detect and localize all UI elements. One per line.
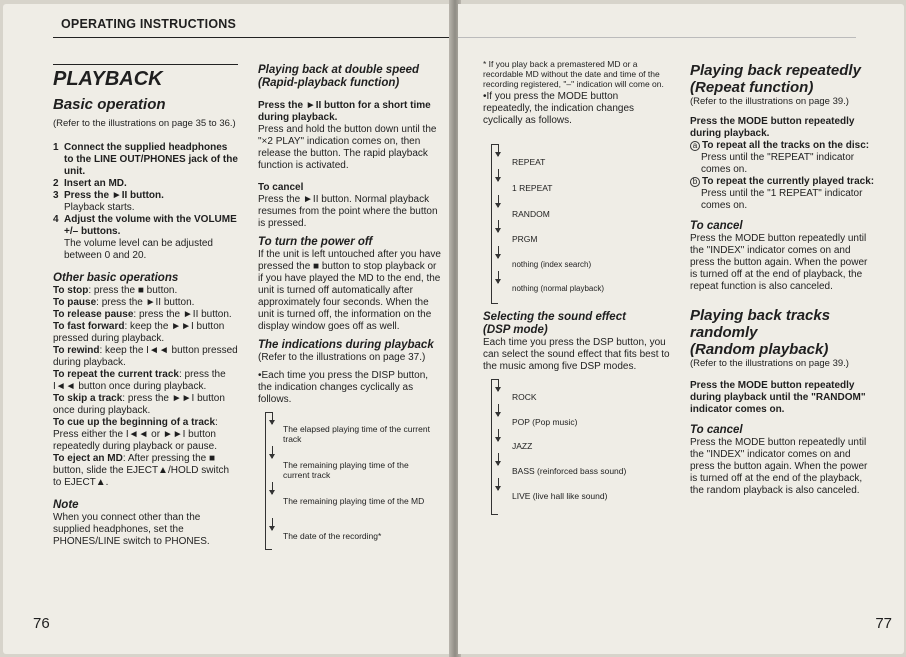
disp-item-4: The date of the recording*: [283, 531, 382, 541]
left-column: [53, 64, 238, 548]
left-page-right-column: [258, 64, 444, 406]
repeat-option-a: a To repeat all the tracks on the disc:: [690, 140, 876, 152]
op-release-pause: To release pause: press the ►II button.: [53, 309, 232, 320]
dsp-item-live: LIVE (live hall like sound): [512, 491, 608, 501]
step-4: 4 Adjust the volume with the VOLUME +/– buttons.: [53, 214, 237, 237]
step-3: 3 Press the ►II button.: [53, 190, 164, 201]
header-rule: [458, 37, 856, 38]
option-a-marker: a: [690, 141, 700, 151]
step-4-result: The volume level can be adjusted between 0 and 20.: [64, 238, 213, 261]
recording-note: * If you play back a premastered MD or a recordable MD without the date and time of the recording registered, "–" indication will come on.: [483, 59, 664, 89]
disp-item-2: The remaining playing time of the current track: [283, 460, 409, 480]
dsp-item-bass: BASS (reinforced bass sound): [512, 466, 627, 476]
steps-list: [53, 142, 238, 262]
random-title-1: Playing back tracks: [690, 307, 831, 324]
random-title-2: randomly: [690, 324, 758, 341]
repeat-option-b-text: Press until the "1 REPEAT" indicator comes on.: [701, 188, 863, 211]
op-skip-track: To skip a track: press the ►►I button once during playback.: [53, 393, 225, 416]
repeat-title-2: (Repeat function): [690, 79, 814, 96]
page-number-left: 76: [33, 615, 50, 632]
op-pause: To pause: press the ►II button.: [53, 297, 195, 308]
repeat-title-1: Playing back repeatedly: [690, 62, 861, 79]
dsp-title-1: Selecting the sound effect: [483, 311, 626, 323]
basic-operation-title: Basic operation: [53, 96, 166, 113]
random-title-3: (Random playback): [690, 341, 829, 358]
rapid-bold: Press the ►II button for a short time during playback.: [258, 100, 431, 123]
disp-item-3: The remaining playing time of the MD: [283, 496, 425, 506]
right-page-right-column: [690, 62, 876, 497]
mode-item-normal: nothing (normal playback): [512, 284, 605, 293]
indications-text: •Each time you press the DISP button, the indication changes cyclically as follows.: [258, 370, 429, 405]
dsp-item-jazz: JAZZ: [512, 441, 533, 451]
basic-ref: (Refer to the illustrations on page 35 to 36.): [53, 118, 236, 129]
repeat-instruction: Press the MODE button repeatedly during playback.: [690, 116, 855, 139]
other-ops-title: Other basic operations: [53, 272, 179, 284]
dsp-item-pop: POP (Pop music): [512, 417, 578, 427]
random-ref: (Refer to the illustrations on page 39.): [690, 358, 849, 369]
right-page-left-column: [483, 59, 668, 127]
mode-item-repeat: REPEAT: [512, 157, 546, 167]
rapid-title-1: Playing back at double speed: [258, 64, 420, 76]
repeat-ref: (Refer to the illustrations on page 39.): [690, 96, 849, 107]
header-title: OPERATING INSTRUCTIONS: [61, 17, 237, 31]
dsp-title-2: (DSP mode): [483, 324, 548, 336]
step-1: 1 Connect the supplied headphones to the LINE OUT/PHONES jack of the unit.: [53, 142, 238, 177]
step-2: 2 Insert an MD.: [53, 178, 127, 189]
op-stop: To stop: press the ■ button.: [53, 285, 178, 296]
left-page: [3, 4, 452, 654]
op-rewind: To rewind: keep the I◄◄ button pressed during playback.: [53, 345, 238, 368]
mode-text: •If you press the MODE button repeatedly, the indication changes cyclically as follows.: [483, 91, 635, 126]
repeat-cancel-title: To cancel: [690, 220, 743, 232]
power-off-text: If the unit is left untouched after you have pressed the ■ button to stop playback or if you have played the MD to the end, the unit is turned off automatically after approximately four seconds. When the unit is turned off, the information on the display window goes off as well.: [258, 249, 441, 332]
power-off-title: To turn the power off: [258, 236, 373, 248]
option-b-marker: b: [690, 177, 700, 187]
step-3-result: Playback starts.: [64, 202, 135, 213]
mode-item-index-search: nothing (index search): [512, 260, 592, 269]
mode-item-random: RANDOM: [512, 209, 550, 219]
mode-item-1-repeat: 1 REPEAT: [512, 183, 553, 193]
dsp-section: [483, 311, 671, 373]
indications-ref: (Refer to the illustrations on page 37.): [258, 352, 426, 363]
dsp-text: Each time you press the DSP button, you can select the sound effect that fits best to the music among five DSP modes.: [483, 337, 670, 372]
page-number-right: 77: [875, 615, 892, 632]
op-fast-forward: To fast forward: keep the ►►I button pressed during playback.: [53, 321, 225, 344]
header-bar: [53, 14, 452, 38]
note-text: When you connect other than the supplied headphones, set the PHONES/LINE switch to PHONES.: [53, 512, 210, 547]
repeat-cancel-text: Press the MODE button repeatedly until the "INDEX" indicator comes on and press the button again. When the power is turned off at the end of playback, the repeat function is also canceled.: [690, 233, 868, 292]
playback-title: PLAYBACK: [53, 68, 163, 90]
random-cancel-title: To cancel: [690, 424, 743, 436]
repeat-option-b: b To repeat the currently played track:: [690, 176, 876, 188]
op-repeat-track: To repeat the current track: press the I◄◄ button once during playback.: [53, 369, 226, 392]
random-cancel-text: Press the MODE button repeatedly until the "INDEX" indicator comes on and press the button again. When the power is turned off at the end of the playback, the random playback is also canceled.: [690, 437, 868, 496]
cancel-title: To cancel: [258, 182, 304, 193]
mode-item-prgm: PRGM: [512, 234, 538, 244]
indications-title: The indications during playback: [258, 339, 434, 351]
random-instruction: Press the MODE button repeatedly during playback until the "RANDOM" indicator comes on.: [690, 380, 866, 415]
op-cue-track: To cue up the beginning of a track: Press either the I◄◄ or ►►I button repeatedly during playback or pause.: [53, 417, 218, 452]
rapid-title-2: (Rapid-playback function): [258, 77, 400, 89]
cancel-text: Press the ►II button. Normal playback resumes from the point where the button is pressed.: [258, 194, 438, 229]
other-ops-list: [53, 285, 238, 489]
repeat-option-a-text: Press until the "REPEAT" indicator comes on.: [701, 152, 855, 175]
right-page: [458, 4, 904, 654]
op-eject: To eject an MD: After pressing the ■ button, slide the EJECT▲/HOLD switch to EJECT▲.: [53, 453, 230, 488]
disp-item-1: The elapsed playing time of the current track: [283, 424, 430, 444]
dsp-item-rock: ROCK: [512, 392, 537, 402]
rapid-text: Press and hold the button down until the "×2 PLAY" indication comes on, then release the button. The rapid playback function is activated.: [258, 124, 437, 171]
note-title: Note: [53, 499, 79, 511]
